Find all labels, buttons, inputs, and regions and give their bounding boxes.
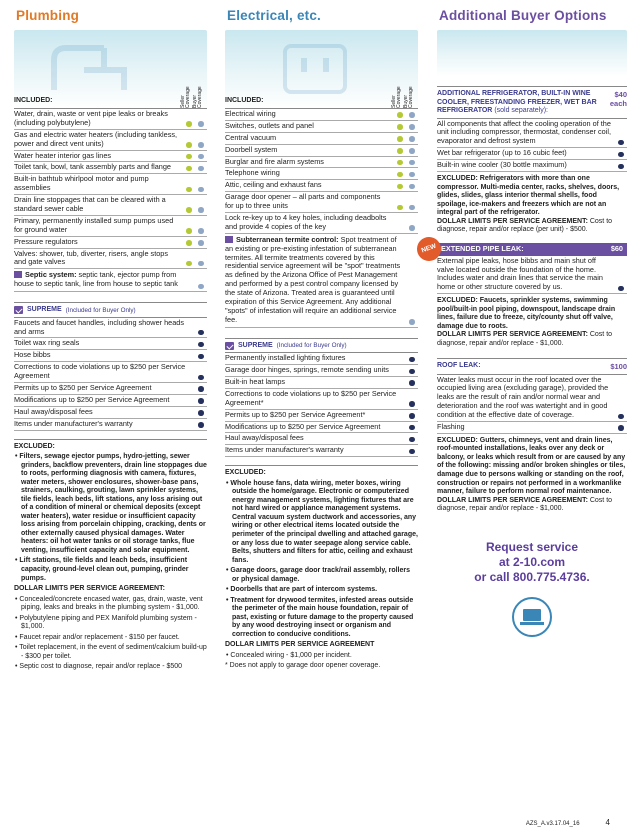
coverage-row [14, 109, 207, 130]
row-text: Garage door hinges, springs, remote sending units [225, 365, 389, 375]
option-row [437, 375, 627, 422]
termite-row [225, 234, 418, 328]
excluded-label: EXCLUDED: [225, 469, 266, 477]
option-row [437, 422, 627, 434]
supreme-row [14, 419, 207, 431]
fridge-option-price: $40 each [609, 90, 627, 109]
row-text: Flashing [437, 422, 465, 431]
supreme-row [225, 377, 418, 389]
row-text: Toilet wax ring seals [14, 338, 80, 348]
limit-item: • Concealed wiring - $1,000 per incident. [226, 651, 352, 659]
row-text: Corrections to code violations up to $250 per Service Agreement [14, 362, 186, 381]
excluded-item: • Garage doors, garage door track/rail assembly, rollers or physical damage. [226, 567, 411, 583]
septic-row [14, 269, 207, 292]
coverage-row [225, 145, 418, 157]
plumbing-column [14, 0, 207, 674]
buyer-dot [409, 112, 415, 118]
buyer-dot [198, 121, 204, 127]
pipe-option [420, 242, 627, 349]
plumbing-supreme-section [14, 302, 207, 430]
seller-dot [397, 112, 403, 118]
roof-limits-label: DOLLAR LIMITS PER SERVICE AGREEMENT: [437, 496, 588, 504]
supreme-row [225, 389, 418, 410]
cta-line-3[interactable]: or call 800.775.4736. [474, 569, 590, 584]
additional-title: Additional Buyer Options [439, 8, 607, 23]
buyer-dot [198, 375, 204, 381]
row-text: All components that affect the cooling operation of the unit including compressor, thermostat, condenser coil, evaporator and defrost system [437, 118, 611, 146]
pipe-option-text: External pipe leaks, hose bibbs and main shut off valve located outside the foundation of the home. Includes water and drain lines that service the main home or other structure covered by us. [437, 255, 603, 292]
coverage-row [225, 168, 418, 180]
row-text: Toilet tank, bowl, tank assembly parts and flange [14, 162, 171, 172]
page-footer [526, 818, 610, 828]
buyer-dot [198, 284, 204, 290]
buyer-dot [198, 398, 204, 404]
supreme-sub: (Included for Buyer Only) [65, 306, 136, 314]
supreme-sub: (Included for Buyer Only) [276, 342, 347, 350]
electrical-column [225, 0, 418, 671]
pipe-limits-text: Cost to diagnose, repair and/or replace - $1,000. [437, 331, 613, 347]
row-text: Burglar and fire alarm systems [225, 156, 324, 166]
buyer-dot [198, 166, 204, 172]
coverage-row [225, 192, 418, 213]
excluded-item: • Treatment for drywood termites, infested areas outside the perimeter of the main house foundation, repair of past, existing or future damage to the property caused by any wood destroying insect or organism and correction to conducive conditions. [226, 596, 414, 638]
termite-text: Spot treatment of an existing or pre-existing infestation of subterranean termites. All termite treatments covered by this residential service agreement will be "spot" treatments as defined by the Arizona Office of Pest Management and performed by a pest control company licensed by the state of Arizona. Treated area is guaranteed until expiration of this Service Agreement. Any additional "spots" of infestation will require an additional service fee. [225, 234, 401, 324]
coverage-row [14, 195, 207, 216]
seller-dot [186, 240, 192, 246]
buyer-dot [409, 319, 415, 325]
buyer-dot [198, 342, 204, 348]
seller-coverage-label: Seller Coverage [180, 86, 191, 108]
buyer-dot [409, 425, 415, 431]
option-row [437, 148, 627, 160]
row-text: Telephone wiring [225, 168, 280, 178]
seller-dot [186, 187, 192, 193]
doc-code: AZS_A.v3.17.04_16 [525, 820, 580, 827]
row-text: Built-in heat lamps [225, 377, 286, 387]
buyer-dot [198, 422, 204, 428]
coverage-row [14, 237, 207, 249]
supreme-row [225, 353, 418, 365]
buyer-dot [198, 154, 204, 160]
buyer-dot [198, 187, 204, 193]
seller-dot [397, 205, 403, 211]
fridge-limits-label: DOLLAR LIMITS PER SERVICE AGREEMENT: [437, 217, 588, 225]
buyer-dot [198, 207, 204, 213]
pipe-excluded: EXCLUDED: Faucets, sprinkler systems, swimming pool/built-in pool piping, downspout, landscape drain lines, failure due to freeze, city/county shut off valve, damage due to roots. [437, 297, 616, 330]
buyer-dot [198, 240, 204, 246]
fridge-option-name: ADDITIONAL REFRIGERATOR, BUILT-IN WINE COOLER, FREESTANDING FREEZER, WET BAR REFRIGERATOR [437, 90, 597, 115]
row-text: Electrical wiring [225, 109, 276, 118]
row-text: Permits up to $250 per Service Agreement [14, 383, 152, 393]
seller-dot [397, 124, 403, 130]
coverage-row [14, 162, 207, 174]
seller-dot [186, 121, 192, 127]
plumbing-header-row [14, 86, 207, 108]
buyer-dot [198, 228, 204, 234]
buyer-dot [198, 386, 204, 392]
buyer-dot [618, 140, 624, 146]
seller-dot [397, 172, 403, 178]
coverage-row [225, 133, 418, 145]
limits-label: DOLLAR LIMITS PER SERVICE AGREEMENT [225, 641, 375, 649]
buyer-dot [409, 124, 415, 130]
fridge-excluded: EXCLUDED: Refrigerators with more than one compressor. Multi-media center, racks, shelves, doors, glides, slides, glass interior thermal shells, food spoilage, ice-makers and freezers which are not an integral part of the refrigerator. [437, 175, 620, 217]
pipe-option-price: $60 [610, 243, 623, 253]
buyer-dot [198, 142, 204, 148]
row-text: Built-in wine cooler (30 bottle maximum) [437, 160, 567, 170]
roof-excluded: EXCLUDED: Gutters, chimneys, vent and drain lines, roof-mounted installations, leaks over any deck or balcony, or leaks which result from or are caused by any of the following: missing and/or broken shingles or tiles, damage due to persons walking or standing on the roof, construction or repairs not performed in a workmanlike manner, failure to perform normal roof maintenance. [437, 436, 626, 496]
row-text: Built-in bathtub whirlpool motor and pump assemblies [14, 174, 149, 193]
supreme-row [225, 445, 418, 457]
termite-label: Subterranean termite control: [236, 234, 339, 244]
row-text: Items under manufacturer's warranty [225, 445, 344, 455]
limit-item: • Toilet replacement, in the event of sediment/calcium build-up - $300 per toilet. [15, 644, 207, 660]
row-text: Wet bar refrigerator (up to 16 cubic feet) [437, 148, 567, 158]
supreme-row [225, 410, 418, 422]
supreme-row [14, 383, 207, 395]
buyer-dot [409, 184, 415, 190]
seller-dot [186, 228, 192, 234]
electrical-excluded [225, 465, 418, 671]
plumbing-title: Plumbing [16, 8, 80, 23]
plumbing-included-label: INCLUDED: [14, 97, 53, 105]
buyer-dot [409, 205, 415, 211]
option-row [437, 160, 627, 172]
pipe-option-name: EXTENDED PIPE LEAK: [441, 243, 524, 253]
roof-option-name: ROOF LEAK: [437, 362, 481, 370]
electrical-coverage-table [225, 108, 418, 234]
buyer-dot [409, 401, 415, 407]
seller-dot [397, 184, 403, 190]
seller-dot [186, 154, 192, 160]
supreme-check-icon [14, 271, 22, 278]
electrical-title: Electrical, etc. [227, 8, 322, 23]
supreme-check-icon [14, 306, 23, 314]
septic-text: septic tank, ejector pump from house to septic tank, line from house to septic tank [14, 270, 178, 289]
electrical-supreme-section [225, 338, 418, 458]
request-service-cta[interactable] [437, 540, 627, 585]
additional-banner [437, 8, 627, 76]
buyer-dot [618, 425, 624, 431]
row-text: Haul away/disposal fees [14, 406, 93, 416]
row-text: Attic, ceiling and exhaust fans [225, 180, 322, 190]
buyer-dot [618, 414, 624, 420]
row-text: Permanently installed lighting fixtures [225, 353, 346, 363]
seller-dot [186, 166, 192, 172]
electrical-header-row [225, 86, 418, 108]
row-text: Modifications up to $250 per Service Agreement [225, 421, 381, 431]
row-text: Drain line stoppages that can be cleared with a standard sewer cable [14, 195, 166, 214]
buyer-coverage-label: Buyer Coverage [403, 86, 414, 108]
supreme-row [14, 318, 207, 339]
outlet-illustration-icon [255, 40, 375, 98]
new-badge: NEW [414, 233, 445, 264]
buyer-dot [409, 369, 415, 375]
excluded-item: • Doorbells that are part of intercom systems. [226, 586, 378, 594]
septic-label: Septic system: [25, 270, 77, 280]
supreme-row [225, 365, 418, 377]
row-text: Faucets and faucet handles, including shower heads and arms [14, 317, 184, 336]
row-text: Lock re-key up to 4 key holes, including deadbolts and provide 4 copies of the key [225, 213, 387, 231]
coverage-row [14, 174, 207, 195]
buyer-dot [409, 136, 415, 142]
cta-line-1: Request service [485, 539, 579, 554]
limit-item: • Concealed/concrete encased water, gas, drain, waste, vent piping, leaks and breaks in the plumbing system - $1,000. [15, 595, 203, 612]
buyer-dot [618, 152, 624, 158]
coverage-row [225, 109, 418, 121]
limit-item: • Faucet repair and/or replacement - $150 per faucet. [15, 633, 180, 641]
limit-item: • Polybutylene piping and PEX Manifold plumbing system - $1,000. [15, 614, 197, 631]
seller-dot [186, 261, 192, 267]
supreme-check-icon [225, 342, 234, 350]
supreme-row [14, 407, 207, 419]
seller-coverage-label: Seller Coverage [391, 86, 402, 108]
supreme-row [225, 433, 418, 445]
row-text: Corrections to code violations up to $250 per Service Agreement* [225, 388, 397, 407]
row-text: Pressure regulators [14, 236, 78, 246]
electrical-included-label: INCLUDED: [225, 97, 264, 105]
roof-option [437, 358, 627, 513]
plumbing-illustration-icon [44, 40, 164, 98]
seller-dot [397, 136, 403, 142]
additional-options-column [420, 0, 627, 637]
row-text: Water heater interior gas lines [14, 150, 112, 160]
cta-line-2[interactable]: at 2-10.com [498, 554, 566, 569]
fridge-option-sub: (sold separately): [494, 107, 549, 115]
row-text: Water, drain, waste or vent pipe leaks or breaks (including polybutylene) [14, 109, 168, 127]
row-text: Gas and electric water heaters (including tankless, power and direct vent units) [14, 129, 178, 148]
supreme-row [14, 338, 207, 350]
limits-label: DOLLAR LIMITS PER SERVICE AGREEMENT: [14, 585, 165, 593]
coverage-row [14, 216, 207, 237]
supreme-row [225, 422, 418, 434]
buyer-dot [198, 410, 204, 416]
row-text: Primary, permanently installed sump pumps used for ground water [14, 215, 174, 234]
supreme-row [14, 350, 207, 362]
excluded-item: • Lift stations, tile fields and leach beds, insufficient capacity, ground-level clean out, pumping, grinder pumps. [15, 557, 189, 582]
coverage-row [14, 151, 207, 163]
roof-limits-text: Cost to diagnose, repair and/or replace - $1,000. [437, 496, 613, 513]
row-text: Garage door opener – all parts and components for up to three units [225, 192, 381, 211]
buyer-dot [409, 413, 415, 419]
row-text: Permits up to $250 per Service Agreement* [225, 409, 366, 419]
supreme-label: SUPREME [238, 341, 273, 349]
buyer-dot [409, 148, 415, 154]
buyer-coverage-label: Buyer Coverage [192, 86, 203, 108]
seller-dot [397, 160, 403, 166]
limit-item: • Septic cost to diagnose, repair and/or replace - $500 [15, 663, 183, 671]
row-text: Doorbell system [225, 144, 278, 154]
supreme-check-icon [225, 236, 233, 243]
buyer-dot [409, 380, 415, 386]
row-text: Central vacuum [225, 132, 277, 142]
buyer-dot [618, 164, 624, 170]
plumbing-coverage-table [14, 108, 207, 269]
page-number: 4 [605, 817, 610, 827]
plumbing-excluded [14, 439, 207, 672]
buyer-dot [409, 437, 415, 443]
coverage-row [14, 130, 207, 151]
buyer-dot [618, 286, 624, 292]
buyer-dot [198, 261, 204, 267]
option-row [437, 119, 627, 149]
seller-dot [186, 142, 192, 148]
laptop-icon [512, 597, 552, 637]
row-text: Water leaks must occur in the roof located over the occupied living area (excluding garage), provided the leaks are the result of rain and/or normal wear and deterioration and the roof was watertight and in good condition at the effective date of coverage. [437, 374, 609, 420]
supreme-row [14, 395, 207, 407]
excluded-item: • Whole house fans, data wiring, meter boxes, wiring outside the home/garage. Electronic or computerized energy management systems, lighting fixtures that are not hard wired or appliance management systems. Central vacuum system ductwork and accessories, any wiring or other electrical items located outside the perimeter of the principal dwelling and attached garage, or any loss due to water seepage along service cable. Belts, shutters and filters for attic, ceiling and exhaust fans. [226, 479, 418, 564]
excluded-item: • Filters, sewage ejector pumps, hydro-jetting, sewer grinders, backflow preventers, drain line stoppages due to roots, performing diagnosis with camera, fixtures, water meters, shower enclosures, shower-base pans, strainers, caulking, grouting, lawn sprinkler systems, tile fields, leach beds, lift stations, any loss arising out of a condition of mineral or chemical deposits (except water heaters), water residue or insufficient capacity loss arising from porcelain chipping, cracking, dents or other externally caused physical damages. Water heaters: oil hot water tanks or oil storage tanks, flue venting, insufficient capacity and solar equipment. [15, 453, 207, 554]
footnote: * Does not apply to garage door opener coverage. [225, 662, 381, 670]
row-text: Hose bibbs [14, 350, 51, 360]
coverage-row [14, 249, 207, 270]
buyer-dot [409, 172, 415, 178]
coverage-row [225, 121, 418, 133]
roof-option-price: $100 [610, 362, 627, 372]
buyer-dot [409, 449, 415, 455]
buyer-dot [198, 330, 204, 336]
fridge-option-header [437, 86, 627, 116]
coverage-row [225, 180, 418, 192]
seller-dot [186, 207, 192, 213]
fridge-coverage-table [437, 118, 627, 172]
buyer-dot [409, 225, 415, 231]
supreme-label: SUPREME [27, 306, 62, 314]
seller-dot [397, 148, 403, 154]
coverage-row [225, 157, 418, 169]
buyer-dot [409, 160, 415, 166]
coverage-row [225, 213, 418, 234]
supreme-row [14, 362, 207, 383]
fridge-limits-text: Cost to diagnose, repair and/or replace (per unit) - $500. [437, 217, 613, 234]
row-text: Valves: shower, tub, diverter, risers, angle stops and gate valves [14, 248, 168, 267]
buyer-dot [409, 357, 415, 363]
row-text: Switches, outlets and panel [225, 120, 314, 130]
row-text: Modifications up to $250 per Service Agreement [14, 394, 170, 404]
excluded-label: EXCLUDED: [14, 442, 55, 450]
row-text: Items under manufacturer's warranty [14, 418, 133, 428]
row-text: Haul away/disposal fees [225, 433, 304, 443]
buyer-dot [198, 354, 204, 360]
pipe-limits-label: DOLLAR LIMITS PER SERVICE AGREEMENT: [437, 331, 588, 339]
